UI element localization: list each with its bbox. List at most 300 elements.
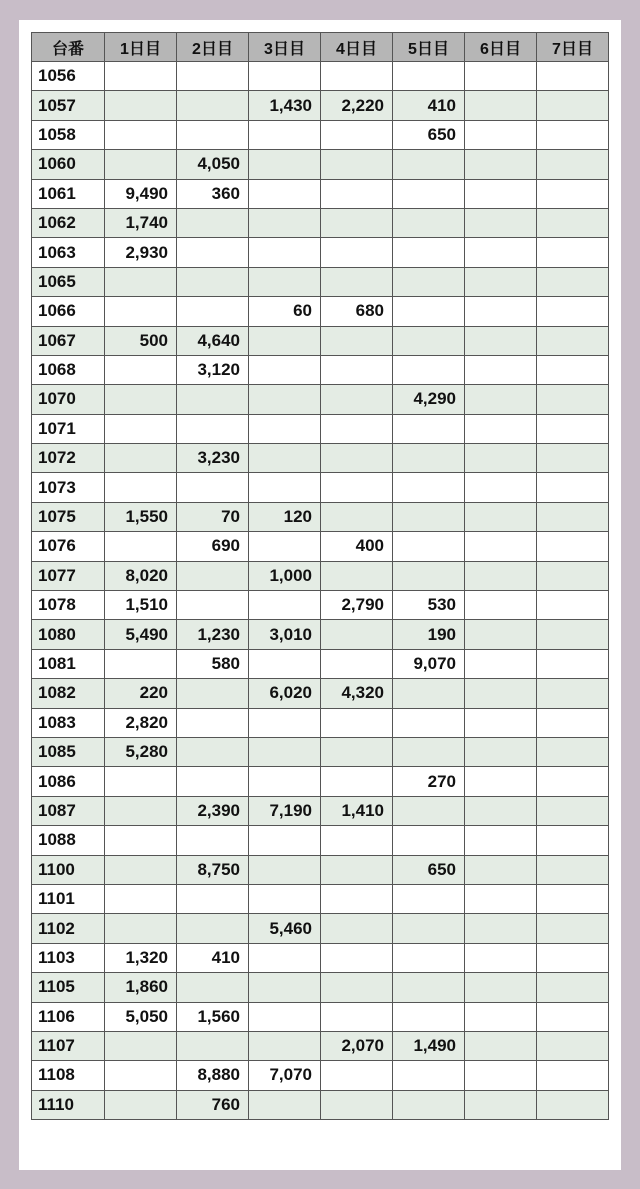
- value-cell-day-6: [465, 914, 537, 943]
- machine-number-cell: 1083: [32, 708, 105, 737]
- value-cell-day-3: 7,190: [249, 796, 321, 825]
- value-cell-day-4: [321, 355, 393, 384]
- value-cell-day-3: [249, 943, 321, 972]
- table-row: [32, 179, 609, 208]
- machine-number-cell: 1107: [32, 1031, 105, 1060]
- value-cell-day-2: [177, 238, 249, 267]
- value-cell-day-7: [537, 620, 609, 649]
- value-cell-day-3: [249, 385, 321, 414]
- table-row: [32, 679, 609, 708]
- value-cell-day-2: 2,390: [177, 796, 249, 825]
- table-row: [32, 620, 609, 649]
- value-cell-day-2: 580: [177, 649, 249, 678]
- value-cell-day-3: [249, 120, 321, 149]
- table-row: [32, 649, 609, 678]
- value-cell-day-5: [393, 267, 465, 296]
- value-cell-day-2: [177, 767, 249, 796]
- value-cell-day-2: 70: [177, 502, 249, 531]
- header-day-3: 3日目: [249, 33, 321, 62]
- value-cell-day-4: [321, 884, 393, 913]
- machine-number-cell: 1105: [32, 973, 105, 1002]
- value-cell-day-1: 1,740: [105, 208, 177, 237]
- value-cell-day-6: [465, 355, 537, 384]
- table-row: [32, 884, 609, 913]
- value-cell-day-1: 1,510: [105, 591, 177, 620]
- machine-number-cell: 1056: [32, 62, 105, 91]
- value-cell-day-4: [321, 1090, 393, 1119]
- value-cell-day-6: [465, 973, 537, 1002]
- value-cell-day-7: [537, 1061, 609, 1090]
- value-cell-day-7: [537, 884, 609, 913]
- value-cell-day-3: [249, 414, 321, 443]
- table-row: [32, 826, 609, 855]
- value-cell-day-3: [249, 1090, 321, 1119]
- value-cell-day-5: 270: [393, 767, 465, 796]
- value-cell-day-3: [249, 826, 321, 855]
- machine-number-cell: 1070: [32, 385, 105, 414]
- value-cell-day-4: [321, 973, 393, 1002]
- value-cell-day-5: [393, 973, 465, 1002]
- value-cell-day-7: [537, 914, 609, 943]
- value-cell-day-7: [537, 708, 609, 737]
- value-cell-day-5: [393, 179, 465, 208]
- value-cell-day-6: [465, 473, 537, 502]
- table-row: [32, 767, 609, 796]
- machine-number-cell: 1103: [32, 943, 105, 972]
- value-cell-day-1: 5,050: [105, 1002, 177, 1031]
- value-cell-day-6: [465, 620, 537, 649]
- value-cell-day-5: [393, 737, 465, 766]
- value-cell-day-4: [321, 620, 393, 649]
- value-cell-day-5: 4,290: [393, 385, 465, 414]
- value-cell-day-7: [537, 943, 609, 972]
- table-row: [32, 326, 609, 355]
- value-cell-day-3: 1,430: [249, 91, 321, 120]
- value-cell-day-2: 4,640: [177, 326, 249, 355]
- value-cell-day-4: [321, 767, 393, 796]
- value-cell-day-1: 500: [105, 326, 177, 355]
- value-cell-day-4: [321, 444, 393, 473]
- value-cell-day-4: [321, 737, 393, 766]
- value-cell-day-2: 760: [177, 1090, 249, 1119]
- value-cell-day-1: [105, 120, 177, 149]
- value-cell-day-4: [321, 120, 393, 149]
- table-row: [32, 1090, 609, 1119]
- value-cell-day-6: [465, 238, 537, 267]
- value-cell-day-6: [465, 326, 537, 355]
- value-cell-day-2: 690: [177, 532, 249, 561]
- value-cell-day-4: [321, 708, 393, 737]
- value-cell-day-6: [465, 796, 537, 825]
- header-day-7: 7日目: [537, 33, 609, 62]
- value-cell-day-4: 2,220: [321, 91, 393, 120]
- table-row: [32, 708, 609, 737]
- value-cell-day-1: 9,490: [105, 179, 177, 208]
- value-cell-day-6: [465, 649, 537, 678]
- value-cell-day-7: [537, 737, 609, 766]
- table-row: [32, 91, 609, 120]
- value-cell-day-2: 1,230: [177, 620, 249, 649]
- value-cell-day-2: [177, 267, 249, 296]
- value-cell-day-3: [249, 1031, 321, 1060]
- value-cell-day-2: [177, 708, 249, 737]
- value-cell-day-4: [321, 238, 393, 267]
- value-cell-day-4: 4,320: [321, 679, 393, 708]
- table-row: [32, 385, 609, 414]
- value-cell-day-6: [465, 62, 537, 91]
- value-cell-day-3: [249, 444, 321, 473]
- value-cell-day-7: [537, 385, 609, 414]
- value-cell-day-7: [537, 62, 609, 91]
- value-cell-day-5: [393, 62, 465, 91]
- value-cell-day-1: [105, 267, 177, 296]
- value-cell-day-1: [105, 826, 177, 855]
- value-cell-day-4: 2,070: [321, 1031, 393, 1060]
- machine-number-cell: 1080: [32, 620, 105, 649]
- value-cell-day-2: 1,560: [177, 1002, 249, 1031]
- value-cell-day-5: [393, 943, 465, 972]
- table-row: [32, 473, 609, 502]
- value-cell-day-5: [393, 1061, 465, 1090]
- machine-number-cell: 1085: [32, 737, 105, 766]
- value-cell-day-2: 410: [177, 943, 249, 972]
- value-cell-day-1: [105, 649, 177, 678]
- value-cell-day-6: [465, 737, 537, 766]
- table-row: [32, 150, 609, 179]
- value-cell-day-2: [177, 737, 249, 766]
- machine-number-cell: 1061: [32, 179, 105, 208]
- value-cell-day-3: [249, 767, 321, 796]
- value-cell-day-3: 5,460: [249, 914, 321, 943]
- value-cell-day-6: [465, 297, 537, 326]
- value-cell-day-3: [249, 973, 321, 1002]
- header-machine-number: 台番: [32, 33, 105, 62]
- value-cell-day-3: [249, 591, 321, 620]
- value-cell-day-2: [177, 973, 249, 1002]
- machine-number-cell: 1076: [32, 532, 105, 561]
- value-cell-day-5: [393, 826, 465, 855]
- table-row: [32, 444, 609, 473]
- value-cell-day-3: [249, 326, 321, 355]
- value-cell-day-4: 400: [321, 532, 393, 561]
- value-cell-day-2: 8,880: [177, 1061, 249, 1090]
- value-cell-day-5: [393, 884, 465, 913]
- machine-number-cell: 1108: [32, 1061, 105, 1090]
- machine-number-cell: 1110: [32, 1090, 105, 1119]
- table-row: [32, 737, 609, 766]
- value-cell-day-2: [177, 385, 249, 414]
- table-row: [32, 1061, 609, 1090]
- value-cell-day-4: [321, 649, 393, 678]
- value-cell-day-1: 2,930: [105, 238, 177, 267]
- value-cell-day-2: [177, 884, 249, 913]
- value-cell-day-5: [393, 238, 465, 267]
- machine-number-cell: 1086: [32, 767, 105, 796]
- header-day-2: 2日目: [177, 33, 249, 62]
- value-cell-day-3: [249, 267, 321, 296]
- table-row: [32, 238, 609, 267]
- value-cell-day-6: [465, 826, 537, 855]
- value-cell-day-6: [465, 444, 537, 473]
- value-cell-day-6: [465, 591, 537, 620]
- table-row: [32, 62, 609, 91]
- value-cell-day-4: [321, 561, 393, 590]
- value-cell-day-4: 1,410: [321, 796, 393, 825]
- value-cell-day-2: 3,120: [177, 355, 249, 384]
- value-cell-day-1: [105, 150, 177, 179]
- value-cell-day-1: [105, 355, 177, 384]
- table-row: [32, 973, 609, 1002]
- value-cell-day-2: 4,050: [177, 150, 249, 179]
- value-cell-day-6: [465, 91, 537, 120]
- value-cell-day-1: [105, 444, 177, 473]
- value-cell-day-3: [249, 708, 321, 737]
- machine-number-cell: 1072: [32, 444, 105, 473]
- value-cell-day-6: [465, 1002, 537, 1031]
- value-cell-day-5: [393, 326, 465, 355]
- table-row: [32, 532, 609, 561]
- value-cell-day-4: [321, 855, 393, 884]
- value-cell-day-7: [537, 267, 609, 296]
- value-cell-day-1: [105, 385, 177, 414]
- table-row: [32, 855, 609, 884]
- value-cell-day-5: [393, 1090, 465, 1119]
- value-cell-day-3: [249, 1002, 321, 1031]
- machine-number-cell: 1066: [32, 297, 105, 326]
- header-day-5: 5日目: [393, 33, 465, 62]
- value-cell-day-4: [321, 414, 393, 443]
- value-cell-day-1: [105, 884, 177, 913]
- value-cell-day-3: [249, 737, 321, 766]
- value-cell-day-4: [321, 473, 393, 502]
- machine-number-cell: 1068: [32, 355, 105, 384]
- value-cell-day-6: [465, 385, 537, 414]
- value-cell-day-5: [393, 414, 465, 443]
- data-table: [31, 32, 609, 1120]
- machine-number-cell: 1071: [32, 414, 105, 443]
- table-row: [32, 502, 609, 531]
- value-cell-day-6: [465, 679, 537, 708]
- value-cell-day-5: [393, 473, 465, 502]
- value-cell-day-2: [177, 914, 249, 943]
- machine-number-cell: 1078: [32, 591, 105, 620]
- value-cell-day-7: [537, 855, 609, 884]
- value-cell-day-3: [249, 473, 321, 502]
- value-cell-day-4: [321, 943, 393, 972]
- header-day-1: 1日目: [105, 33, 177, 62]
- value-cell-day-3: 120: [249, 502, 321, 531]
- value-cell-day-6: [465, 532, 537, 561]
- value-cell-day-5: [393, 561, 465, 590]
- value-cell-day-4: 2,790: [321, 591, 393, 620]
- machine-number-cell: 1058: [32, 120, 105, 149]
- value-cell-day-5: [393, 679, 465, 708]
- value-cell-day-1: [105, 414, 177, 443]
- value-cell-day-5: [393, 208, 465, 237]
- value-cell-day-4: [321, 502, 393, 531]
- value-cell-day-7: [537, 591, 609, 620]
- value-cell-day-7: [537, 179, 609, 208]
- value-cell-day-4: [321, 826, 393, 855]
- value-cell-day-5: [393, 355, 465, 384]
- machine-number-cell: 1077: [32, 561, 105, 590]
- value-cell-day-6: [465, 708, 537, 737]
- value-cell-day-5: [393, 297, 465, 326]
- machine-number-cell: 1057: [32, 91, 105, 120]
- table-row: [32, 1031, 609, 1060]
- value-cell-day-7: [537, 150, 609, 179]
- table-panel: [19, 20, 621, 1170]
- value-cell-day-6: [465, 267, 537, 296]
- value-cell-day-7: [537, 444, 609, 473]
- value-cell-day-1: [105, 767, 177, 796]
- value-cell-day-3: [249, 855, 321, 884]
- value-cell-day-7: [537, 238, 609, 267]
- table-body: [32, 62, 609, 1120]
- value-cell-day-2: [177, 679, 249, 708]
- table-row: [32, 796, 609, 825]
- table-row: [32, 208, 609, 237]
- value-cell-day-1: [105, 855, 177, 884]
- value-cell-day-7: [537, 355, 609, 384]
- value-cell-day-4: [321, 150, 393, 179]
- value-cell-day-6: [465, 855, 537, 884]
- value-cell-day-7: [537, 649, 609, 678]
- machine-number-cell: 1062: [32, 208, 105, 237]
- value-cell-day-7: [537, 973, 609, 1002]
- value-cell-day-2: [177, 826, 249, 855]
- value-cell-day-2: [177, 591, 249, 620]
- table-row: [32, 943, 609, 972]
- machine-number-cell: 1102: [32, 914, 105, 943]
- value-cell-day-7: [537, 679, 609, 708]
- value-cell-day-3: [249, 238, 321, 267]
- value-cell-day-5: [393, 150, 465, 179]
- table-row: [32, 1002, 609, 1031]
- value-cell-day-1: [105, 473, 177, 502]
- value-cell-day-2: [177, 208, 249, 237]
- value-cell-day-1: 8,020: [105, 561, 177, 590]
- value-cell-day-5: [393, 914, 465, 943]
- value-cell-day-1: 220: [105, 679, 177, 708]
- value-cell-day-4: [321, 208, 393, 237]
- value-cell-day-1: [105, 91, 177, 120]
- value-cell-day-3: [249, 179, 321, 208]
- value-cell-day-7: [537, 414, 609, 443]
- value-cell-day-5: 190: [393, 620, 465, 649]
- value-cell-day-7: [537, 561, 609, 590]
- machine-number-cell: 1081: [32, 649, 105, 678]
- value-cell-day-7: [537, 796, 609, 825]
- value-cell-day-4: [321, 62, 393, 91]
- machine-number-cell: 1063: [32, 238, 105, 267]
- value-cell-day-6: [465, 414, 537, 443]
- value-cell-day-7: [537, 473, 609, 502]
- value-cell-day-1: [105, 796, 177, 825]
- value-cell-day-6: [465, 1031, 537, 1060]
- machine-number-cell: 1100: [32, 855, 105, 884]
- value-cell-day-1: [105, 1031, 177, 1060]
- table-row: [32, 355, 609, 384]
- machine-number-cell: 1067: [32, 326, 105, 355]
- value-cell-day-5: 650: [393, 120, 465, 149]
- value-cell-day-4: [321, 914, 393, 943]
- value-cell-day-1: [105, 297, 177, 326]
- value-cell-day-5: [393, 502, 465, 531]
- value-cell-day-1: [105, 62, 177, 91]
- value-cell-day-5: [393, 532, 465, 561]
- value-cell-day-3: 6,020: [249, 679, 321, 708]
- value-cell-day-6: [465, 208, 537, 237]
- value-cell-day-1: 5,280: [105, 737, 177, 766]
- value-cell-day-5: 9,070: [393, 649, 465, 678]
- value-cell-day-4: [321, 1002, 393, 1031]
- value-cell-day-2: [177, 473, 249, 502]
- value-cell-day-7: [537, 91, 609, 120]
- value-cell-day-5: 530: [393, 591, 465, 620]
- table-row: [32, 297, 609, 326]
- machine-number-cell: 1060: [32, 150, 105, 179]
- value-cell-day-1: 5,490: [105, 620, 177, 649]
- table-row: [32, 267, 609, 296]
- value-cell-day-7: [537, 1031, 609, 1060]
- machine-number-cell: 1101: [32, 884, 105, 913]
- value-cell-day-2: [177, 91, 249, 120]
- value-cell-day-4: [321, 179, 393, 208]
- value-cell-day-2: [177, 414, 249, 443]
- value-cell-day-4: [321, 385, 393, 414]
- machine-number-cell: 1065: [32, 267, 105, 296]
- value-cell-day-6: [465, 1061, 537, 1090]
- value-cell-day-6: [465, 179, 537, 208]
- header-day-6: 6日目: [465, 33, 537, 62]
- value-cell-day-7: [537, 502, 609, 531]
- value-cell-day-5: 650: [393, 855, 465, 884]
- value-cell-day-7: [537, 208, 609, 237]
- machine-number-cell: 1106: [32, 1002, 105, 1031]
- value-cell-day-5: [393, 444, 465, 473]
- value-cell-day-4: [321, 1061, 393, 1090]
- value-cell-day-1: 1,550: [105, 502, 177, 531]
- value-cell-day-3: [249, 208, 321, 237]
- value-cell-day-3: [249, 62, 321, 91]
- value-cell-day-4: 680: [321, 297, 393, 326]
- value-cell-day-1: [105, 1090, 177, 1119]
- table-row: [32, 120, 609, 149]
- value-cell-day-1: 1,860: [105, 973, 177, 1002]
- value-cell-day-6: [465, 1090, 537, 1119]
- value-cell-day-7: [537, 1002, 609, 1031]
- value-cell-day-6: [465, 943, 537, 972]
- value-cell-day-4: [321, 267, 393, 296]
- table-row: [32, 561, 609, 590]
- value-cell-day-7: [537, 767, 609, 796]
- value-cell-day-6: [465, 884, 537, 913]
- machine-number-cell: 1088: [32, 826, 105, 855]
- table-row: [32, 591, 609, 620]
- value-cell-day-7: [537, 326, 609, 355]
- value-cell-day-5: 410: [393, 91, 465, 120]
- machine-number-cell: 1082: [32, 679, 105, 708]
- value-cell-day-5: [393, 1002, 465, 1031]
- value-cell-day-1: 1,320: [105, 943, 177, 972]
- machine-number-cell: 1087: [32, 796, 105, 825]
- value-cell-day-3: [249, 532, 321, 561]
- value-cell-day-2: [177, 561, 249, 590]
- table-row: [32, 914, 609, 943]
- value-cell-day-7: [537, 532, 609, 561]
- value-cell-day-2: 3,230: [177, 444, 249, 473]
